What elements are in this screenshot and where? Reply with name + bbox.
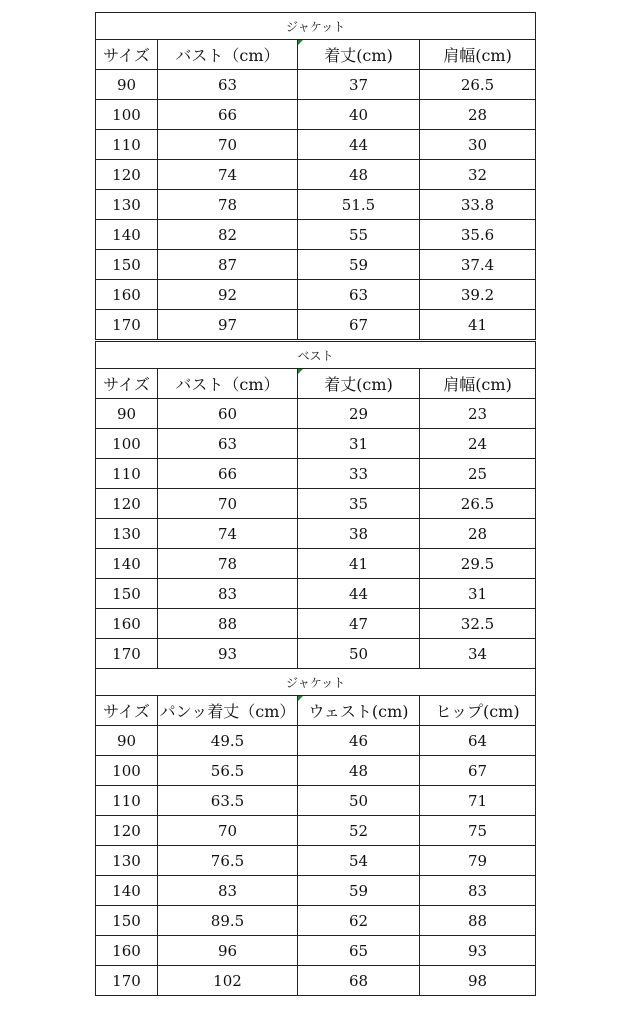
measurement-cell: 89.5 <box>158 906 298 936</box>
size-cell: 100 <box>96 756 158 786</box>
table-row <box>96 399 536 429</box>
measurement-cell: 97 <box>158 310 298 340</box>
measurement-cell: 71 <box>420 786 536 816</box>
measurement-cell: 68 <box>298 966 420 996</box>
size-cell: 160 <box>96 936 158 966</box>
measurement-cell: 31 <box>420 579 536 609</box>
table-row <box>96 639 536 669</box>
measurement-cell: 52 <box>298 816 420 846</box>
pants-size-table <box>95 668 536 996</box>
table-row <box>96 160 536 190</box>
table-row <box>96 220 536 250</box>
table-row <box>96 310 536 340</box>
size-cell: 170 <box>96 310 158 340</box>
table-row <box>96 579 536 609</box>
measurement-cell: 88 <box>420 906 536 936</box>
table-row <box>96 906 536 936</box>
measurement-cell: 32.5 <box>420 609 536 639</box>
table-row <box>96 100 536 130</box>
measurement-cell: 102 <box>158 966 298 996</box>
measurement-cell: 83 <box>420 876 536 906</box>
column-header: 肩幅(cm) <box>420 40 536 70</box>
measurement-cell: 83 <box>158 579 298 609</box>
table-row <box>96 816 536 846</box>
measurement-cell: 63 <box>298 280 420 310</box>
size-cell: 90 <box>96 70 158 100</box>
table-row <box>96 609 536 639</box>
table-title: ベスト <box>96 342 536 369</box>
measurement-cell: 93 <box>158 639 298 669</box>
column-header-label: ウェスト(cm) <box>308 702 409 721</box>
measurement-cell: 74 <box>158 519 298 549</box>
table-row <box>96 280 536 310</box>
measurement-cell: 59 <box>298 250 420 280</box>
measurement-cell: 50 <box>298 786 420 816</box>
measurement-cell: 41 <box>298 549 420 579</box>
size-cell: 150 <box>96 579 158 609</box>
measurement-cell: 87 <box>158 250 298 280</box>
measurement-cell: 74 <box>158 160 298 190</box>
measurement-cell: 70 <box>158 816 298 846</box>
column-header <box>298 696 420 726</box>
measurement-cell: 31 <box>298 429 420 459</box>
column-header: バスト（cm） <box>158 40 298 70</box>
measurement-cell: 63.5 <box>158 786 298 816</box>
measurement-cell: 63 <box>158 70 298 100</box>
column-header: サイズ <box>96 369 158 399</box>
measurement-cell: 44 <box>298 579 420 609</box>
measurement-cell: 26.5 <box>420 489 536 519</box>
size-cell: 110 <box>96 130 158 160</box>
measurement-cell: 30 <box>420 130 536 160</box>
table-row <box>96 190 536 220</box>
size-cell: 130 <box>96 190 158 220</box>
column-header <box>298 369 420 399</box>
measurement-cell: 76.5 <box>158 846 298 876</box>
measurement-cell: 46 <box>298 726 420 756</box>
table-row <box>96 549 536 579</box>
measurement-cell: 24 <box>420 429 536 459</box>
table-title: ジャケット <box>96 13 536 40</box>
size-cell: 120 <box>96 816 158 846</box>
table-row <box>96 876 536 906</box>
measurement-cell: 92 <box>158 280 298 310</box>
size-cell: 120 <box>96 489 158 519</box>
size-cell: 170 <box>96 639 158 669</box>
size-cell: 130 <box>96 519 158 549</box>
size-cell: 170 <box>96 966 158 996</box>
measurement-cell: 82 <box>158 220 298 250</box>
measurement-cell: 28 <box>420 100 536 130</box>
measurement-cell: 78 <box>158 190 298 220</box>
measurement-cell: 63 <box>158 429 298 459</box>
measurement-cell: 37 <box>298 70 420 100</box>
measurement-cell: 93 <box>420 936 536 966</box>
measurement-cell: 78 <box>158 549 298 579</box>
size-cell: 120 <box>96 160 158 190</box>
measurement-cell: 28 <box>420 519 536 549</box>
measurement-cell: 44 <box>298 130 420 160</box>
column-header: サイズ <box>96 40 158 70</box>
size-cell: 100 <box>96 100 158 130</box>
table-row <box>96 130 536 160</box>
measurement-cell: 25 <box>420 459 536 489</box>
measurement-cell: 70 <box>158 130 298 160</box>
table-row <box>96 726 536 756</box>
table-row <box>96 936 536 966</box>
table-row <box>96 519 536 549</box>
measurement-cell: 35.6 <box>420 220 536 250</box>
measurement-cell: 48 <box>298 756 420 786</box>
column-header: パンッ着丈（cm） <box>158 696 298 726</box>
table-row <box>96 70 536 100</box>
measurement-cell: 67 <box>420 756 536 786</box>
table-title: ジャケット <box>96 669 536 696</box>
size-cell: 110 <box>96 459 158 489</box>
column-header-label: 着丈(cm) <box>324 375 393 394</box>
measurement-cell: 23 <box>420 399 536 429</box>
vest-size-table <box>95 341 536 669</box>
measurement-cell: 79 <box>420 846 536 876</box>
table-row <box>96 250 536 280</box>
measurement-cell: 34 <box>420 639 536 669</box>
measurement-cell: 40 <box>298 100 420 130</box>
column-header: サイズ <box>96 696 158 726</box>
measurement-cell: 67 <box>298 310 420 340</box>
table-row <box>96 756 536 786</box>
measurement-cell: 51.5 <box>298 190 420 220</box>
measurement-cell: 33 <box>298 459 420 489</box>
measurement-cell: 50 <box>298 639 420 669</box>
measurement-cell: 64 <box>420 726 536 756</box>
measurement-cell: 83 <box>158 876 298 906</box>
measurement-cell: 70 <box>158 489 298 519</box>
size-cell: 130 <box>96 846 158 876</box>
cell-comment-marker <box>298 369 303 374</box>
column-header: バスト（cm） <box>158 369 298 399</box>
column-header: ヒップ(cm) <box>420 696 536 726</box>
table-row <box>96 846 536 876</box>
measurement-cell: 39.2 <box>420 280 536 310</box>
measurement-cell: 38 <box>298 519 420 549</box>
size-cell: 150 <box>96 250 158 280</box>
size-cell: 100 <box>96 429 158 459</box>
measurement-cell: 35 <box>298 489 420 519</box>
measurement-cell: 59 <box>298 876 420 906</box>
size-cell: 160 <box>96 609 158 639</box>
size-cell: 140 <box>96 549 158 579</box>
table-row <box>96 429 536 459</box>
measurement-cell: 55 <box>298 220 420 250</box>
measurement-cell: 60 <box>158 399 298 429</box>
size-cell: 110 <box>96 786 158 816</box>
table-row <box>96 489 536 519</box>
cell-comment-marker <box>298 40 303 45</box>
measurement-cell: 49.5 <box>158 726 298 756</box>
measurement-cell: 33.8 <box>420 190 536 220</box>
size-cell: 90 <box>96 726 158 756</box>
size-cell: 140 <box>96 220 158 250</box>
measurement-cell: 41 <box>420 310 536 340</box>
measurement-cell: 29 <box>298 399 420 429</box>
measurement-cell: 29.5 <box>420 549 536 579</box>
measurement-cell: 26.5 <box>420 70 536 100</box>
measurement-cell: 32 <box>420 160 536 190</box>
table-row <box>96 786 536 816</box>
size-cell: 90 <box>96 399 158 429</box>
size-cell: 160 <box>96 280 158 310</box>
measurement-cell: 54 <box>298 846 420 876</box>
column-header <box>298 40 420 70</box>
measurement-cell: 48 <box>298 160 420 190</box>
measurement-cell: 66 <box>158 100 298 130</box>
size-cell: 150 <box>96 906 158 936</box>
jacket-size-table <box>95 12 536 340</box>
measurement-cell: 37.4 <box>420 250 536 280</box>
cell-comment-marker <box>298 696 303 701</box>
column-header-label: 着丈(cm) <box>324 46 393 65</box>
measurement-cell: 66 <box>158 459 298 489</box>
measurement-cell: 96 <box>158 936 298 966</box>
measurement-cell: 65 <box>298 936 420 966</box>
measurement-cell: 62 <box>298 906 420 936</box>
table-row <box>96 459 536 489</box>
measurement-cell: 75 <box>420 816 536 846</box>
size-cell: 140 <box>96 876 158 906</box>
column-header: 肩幅(cm) <box>420 369 536 399</box>
measurement-cell: 56.5 <box>158 756 298 786</box>
table-row <box>96 966 536 996</box>
measurement-cell: 88 <box>158 609 298 639</box>
measurement-cell: 47 <box>298 609 420 639</box>
measurement-cell: 98 <box>420 966 536 996</box>
